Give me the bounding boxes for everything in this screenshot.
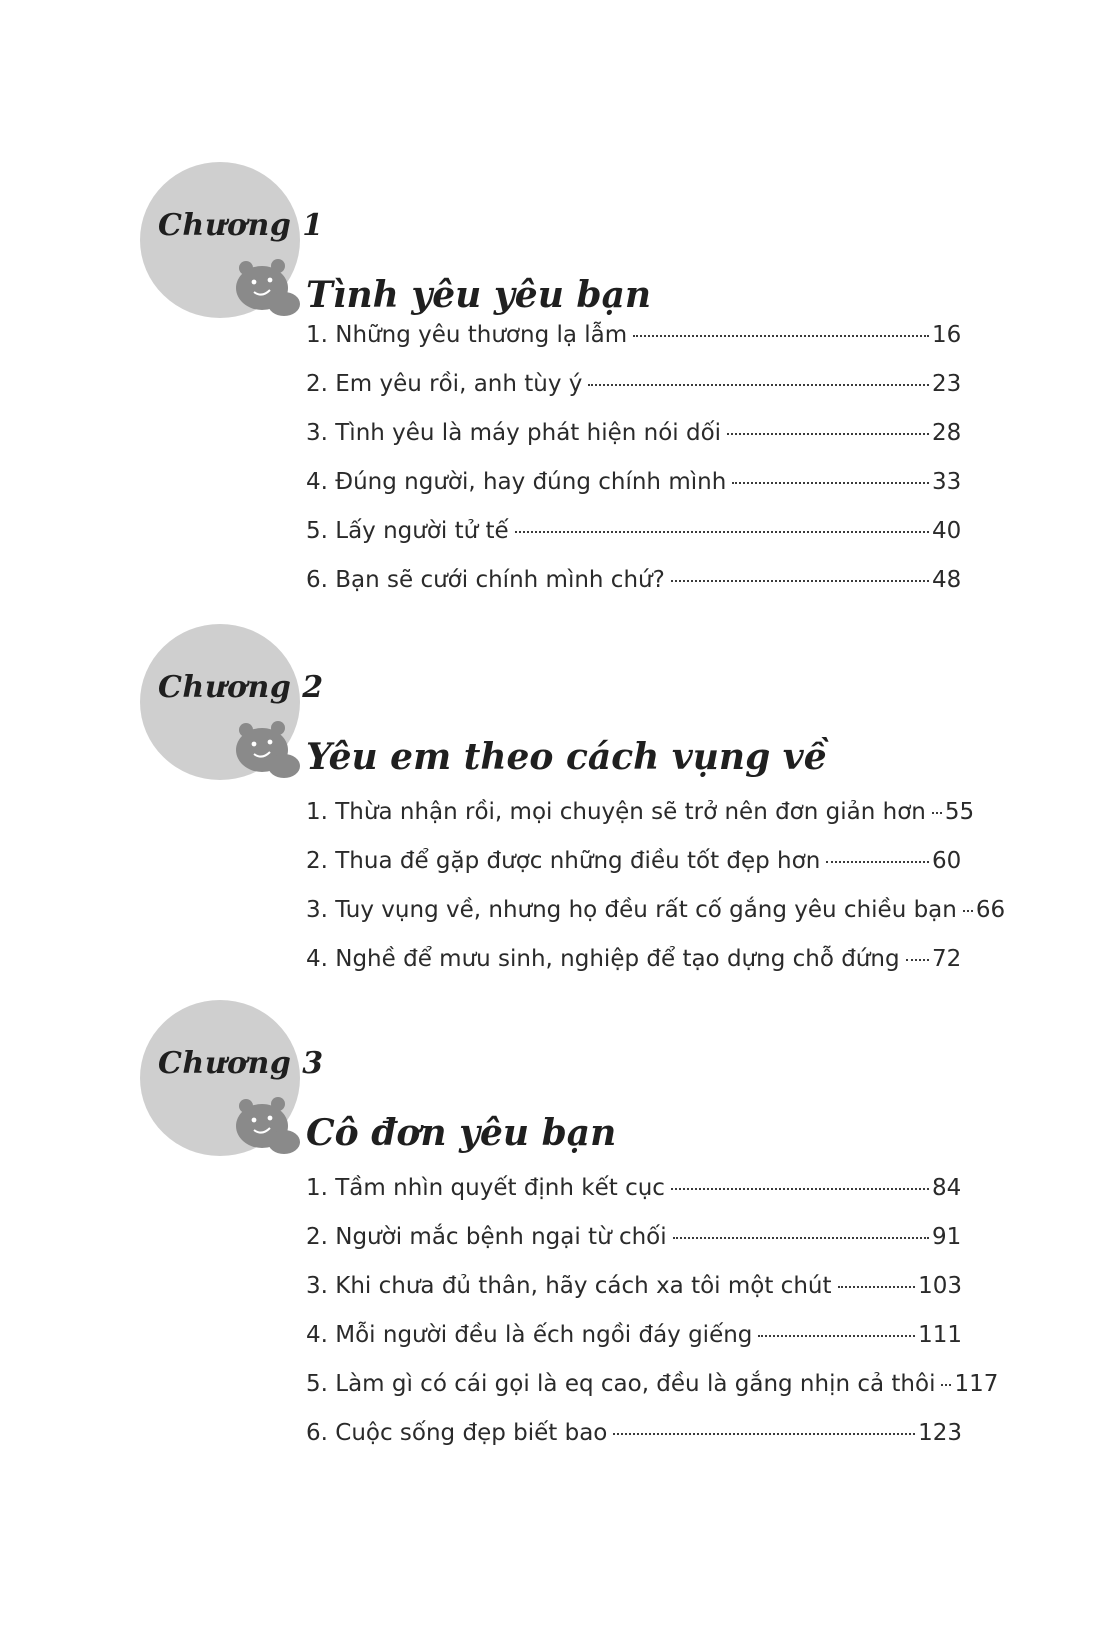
toc-entry[interactable] bbox=[306, 567, 962, 616]
chapter-title: Tình yêu yêu bạn bbox=[306, 274, 652, 316]
toc-list bbox=[306, 799, 1006, 995]
toc-page-number: 84 bbox=[932, 1175, 962, 1201]
toc-entry-title: 3. Tuy vụng về, nhưng họ đều rất cố gắng yêu chiều bạn bbox=[306, 897, 957, 923]
toc-entry-title: 6. Bạn sẽ cưới chính mình chứ? bbox=[306, 567, 665, 593]
dot-leader bbox=[941, 1384, 951, 1386]
dot-leader bbox=[906, 959, 929, 961]
dot-leader bbox=[826, 861, 929, 863]
toc-entry-title: 2. Em yêu rồi, anh tùy ý bbox=[306, 371, 583, 397]
toc-entry-title: 4. Mỗi người đều là ếch ngồi đáy giếng bbox=[306, 1322, 753, 1348]
toc-page-number: 55 bbox=[944, 799, 975, 825]
dot-leader bbox=[838, 1286, 916, 1288]
chapter-badge bbox=[140, 1000, 324, 1156]
toc-entry[interactable] bbox=[306, 1322, 962, 1371]
chapter-badge-label: Chương 3 bbox=[158, 1046, 324, 1081]
toc-page-number: 23 bbox=[932, 371, 962, 397]
toc-page-number: 33 bbox=[932, 469, 962, 495]
toc-entry[interactable] bbox=[306, 1420, 962, 1469]
toc-page-number: 123 bbox=[918, 1420, 962, 1446]
toc-entry[interactable] bbox=[306, 1273, 962, 1322]
toc-page-number: 66 bbox=[975, 897, 1006, 923]
bear-icon bbox=[232, 1096, 304, 1156]
toc-entry-title: 1. Tầm nhìn quyết định kết cục bbox=[306, 1175, 665, 1201]
bear-icon bbox=[232, 258, 304, 318]
toc-entry[interactable] bbox=[306, 1371, 999, 1420]
dot-leader bbox=[515, 531, 929, 533]
dot-leader bbox=[588, 384, 929, 386]
toc-entry[interactable] bbox=[306, 420, 962, 469]
dot-leader bbox=[671, 580, 929, 582]
toc-entry[interactable] bbox=[306, 371, 962, 420]
toc-entry-title: 5. Làm gì có cái gọi là eq cao, đều là gắng nhịn cả thôi bbox=[306, 1371, 936, 1397]
toc-entry[interactable] bbox=[306, 1224, 962, 1273]
dot-leader bbox=[932, 812, 942, 814]
toc-entry-title: 2. Người mắc bệnh ngại từ chối bbox=[306, 1224, 667, 1250]
toc-entry[interactable] bbox=[306, 518, 962, 567]
toc-entry[interactable] bbox=[306, 946, 962, 995]
toc-page-number: 40 bbox=[932, 518, 962, 544]
chapter-badge-label: Chương 1 bbox=[158, 208, 324, 243]
chapter-badge-label: Chương 2 bbox=[158, 670, 324, 705]
toc-page-number: 91 bbox=[932, 1224, 962, 1250]
toc-entry-title: 5. Lấy người tử tế bbox=[306, 518, 509, 544]
toc-entry-title: 4. Đúng người, hay đúng chính mình bbox=[306, 469, 727, 495]
toc-entry-title: 3. Khi chưa đủ thân, hãy cách xa tôi một chút bbox=[306, 1273, 832, 1299]
dot-leader bbox=[633, 335, 929, 337]
toc-page-number: 16 bbox=[932, 322, 962, 348]
toc-entry[interactable] bbox=[306, 322, 962, 371]
toc-entry[interactable] bbox=[306, 469, 962, 518]
toc-entry-title: 6. Cuộc sống đẹp biết bao bbox=[306, 1420, 608, 1446]
dot-leader bbox=[732, 482, 929, 484]
dot-leader bbox=[673, 1237, 929, 1239]
chapter-title: Cô đơn yêu bạn bbox=[306, 1112, 617, 1154]
toc-entry-title: 1. Thừa nhận rồi, mọi chuyện sẽ trở nên đơn giản hơn bbox=[306, 799, 926, 825]
toc-entry[interactable] bbox=[306, 897, 1006, 946]
chapter-title: Yêu em theo cách vụng về bbox=[306, 736, 827, 778]
toc-entry-title: 3. Tình yêu là máy phát hiện nói dối bbox=[306, 420, 722, 446]
bear-icon bbox=[232, 720, 304, 780]
toc-page-number: 48 bbox=[932, 567, 962, 593]
chapter-badge bbox=[140, 624, 324, 780]
dot-leader bbox=[671, 1188, 929, 1190]
toc-page-number: 111 bbox=[918, 1322, 962, 1348]
dot-leader bbox=[727, 433, 929, 435]
dot-leader bbox=[758, 1335, 915, 1337]
toc-entry[interactable] bbox=[306, 1175, 962, 1224]
toc-list bbox=[306, 322, 962, 616]
toc-page-number: 117 bbox=[954, 1371, 999, 1397]
dot-leader bbox=[963, 910, 973, 912]
toc-entry[interactable] bbox=[306, 848, 962, 897]
toc-page-number: 103 bbox=[918, 1273, 962, 1299]
toc-entry-title: 4. Nghề để mưu sinh, nghiệp để tạo dựng chỗ đứng bbox=[306, 946, 900, 972]
toc-entry-title: 2. Thua để gặp được những điều tốt đẹp hơn bbox=[306, 848, 821, 874]
toc-page-number: 72 bbox=[932, 946, 962, 972]
toc-entry-title: 1. Những yêu thương lạ lẫm bbox=[306, 322, 628, 348]
toc-page-number: 60 bbox=[932, 848, 962, 874]
toc-entry[interactable] bbox=[306, 799, 975, 848]
dot-leader bbox=[613, 1433, 915, 1435]
chapter-badge bbox=[140, 162, 324, 318]
toc-page-number: 28 bbox=[932, 420, 962, 446]
toc-list bbox=[306, 1175, 999, 1469]
